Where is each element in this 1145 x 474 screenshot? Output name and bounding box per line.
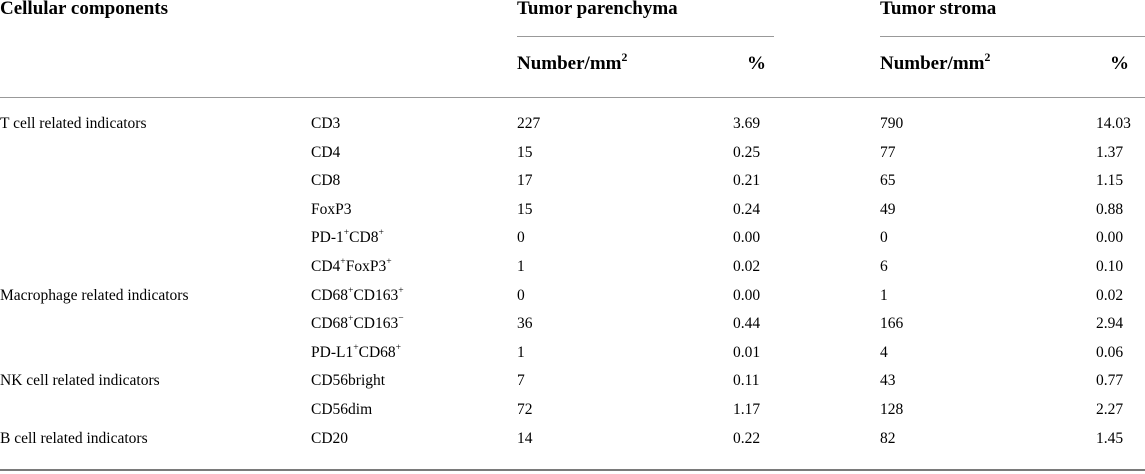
parenchyma-number: 36 <box>517 315 533 332</box>
stroma-percent: 0.77 <box>1096 372 1124 389</box>
stroma-percent: 0.10 <box>1096 258 1124 275</box>
stroma-percent: 1.15 <box>1096 172 1124 189</box>
header-bottom-rule <box>0 97 1145 98</box>
parenchyma-number: 17 <box>517 172 533 189</box>
marker-label: CD68+CD163+ <box>311 285 404 304</box>
stroma-number: 49 <box>880 201 896 218</box>
marker-label: CD3 <box>311 115 341 132</box>
spanner-rule-stroma <box>880 36 1145 37</box>
stroma-percent: 14.03 <box>1096 115 1131 132</box>
parenchyma-number: 14 <box>517 430 533 447</box>
group-label: B cell related indicators <box>0 430 148 447</box>
stroma-percent: 0.00 <box>1096 229 1124 246</box>
marker-label: CD56bright <box>311 372 386 389</box>
stroma-number: 6 <box>880 258 888 275</box>
parenchyma-percent: 0.01 <box>733 344 761 361</box>
stroma-percent: 1.37 <box>1096 144 1124 161</box>
stroma-number: 43 <box>880 372 896 389</box>
header-parenchyma-percent: % <box>747 53 766 74</box>
group-label: Macrophage related indicators <box>0 287 189 304</box>
stroma-percent: 0.06 <box>1096 344 1124 361</box>
marker-label: CD68+CD163− <box>311 313 404 332</box>
header-tumor-stroma: Tumor stroma <box>880 0 997 19</box>
stroma-number: 65 <box>880 172 896 189</box>
parenchyma-percent: 0.44 <box>733 315 761 332</box>
header-stroma-number: Number/$mm^2$ <box>880 51 991 74</box>
marker-label: PD-L1+CD68+ <box>311 342 402 361</box>
group-label: NK cell related indicators <box>0 372 160 389</box>
stroma-number: 0 <box>880 229 888 246</box>
header-parenchyma-number: Number/$mm^2$ <box>517 51 628 74</box>
parenchyma-percent: 0.22 <box>733 430 761 447</box>
parenchyma-percent: 0.02 <box>733 258 761 275</box>
stroma-number: 4 <box>880 344 888 361</box>
stroma-number: 1 <box>880 287 888 304</box>
parenchyma-percent: 0.00 <box>733 287 761 304</box>
parenchyma-percent: 0.21 <box>733 172 761 189</box>
parenchyma-number: 227 <box>517 115 541 132</box>
parenchyma-percent: 0.11 <box>733 372 760 389</box>
marker-label: CD4+FoxP3+ <box>311 256 392 275</box>
marker-label: CD20 <box>311 430 349 447</box>
stroma-number: 128 <box>880 401 904 418</box>
stroma-number: 790 <box>880 115 904 132</box>
header-cellular-components: Cellular components <box>0 0 169 19</box>
stroma-percent: 0.88 <box>1096 201 1124 218</box>
marker-label: PD-1+CD8+ <box>311 227 384 246</box>
parenchyma-number: 1 <box>517 344 525 361</box>
header-tumor-parenchyma: Tumor parenchyma <box>517 0 678 19</box>
header-stroma-percent: % <box>1110 53 1129 74</box>
stroma-percent: 1.45 <box>1096 430 1124 447</box>
marker-label: CD56dim <box>311 401 373 418</box>
parenchyma-number: 0 <box>517 287 525 304</box>
parenchyma-percent: 0.24 <box>733 201 761 218</box>
stroma-percent: 2.27 <box>1096 401 1124 418</box>
marker-label: FoxP3 <box>311 201 352 218</box>
parenchyma-number: 7 <box>517 372 525 389</box>
parenchyma-number: 15 <box>517 201 533 218</box>
parenchyma-percent: 1.17 <box>733 401 761 418</box>
spanner-rule-parenchyma <box>517 36 774 37</box>
parenchyma-percent: 3.69 <box>733 115 761 132</box>
marker-label: CD8 <box>311 172 341 189</box>
parenchyma-number: 0 <box>517 229 525 246</box>
parenchyma-number: 15 <box>517 144 533 161</box>
table-bottom-rule <box>0 469 1145 471</box>
parenchyma-percent: 0.25 <box>733 144 761 161</box>
stroma-number: 77 <box>880 144 896 161</box>
stroma-percent: 0.02 <box>1096 287 1124 304</box>
parenchyma-number: 1 <box>517 258 525 275</box>
parenchyma-number: 72 <box>517 401 533 418</box>
stroma-number: 82 <box>880 430 896 447</box>
marker-label: CD4 <box>311 144 341 161</box>
stroma-percent: 2.94 <box>1096 315 1124 332</box>
stroma-number: 166 <box>880 315 904 332</box>
group-label: T cell related indicators <box>0 115 147 132</box>
parenchyma-percent: 0.00 <box>733 229 761 246</box>
